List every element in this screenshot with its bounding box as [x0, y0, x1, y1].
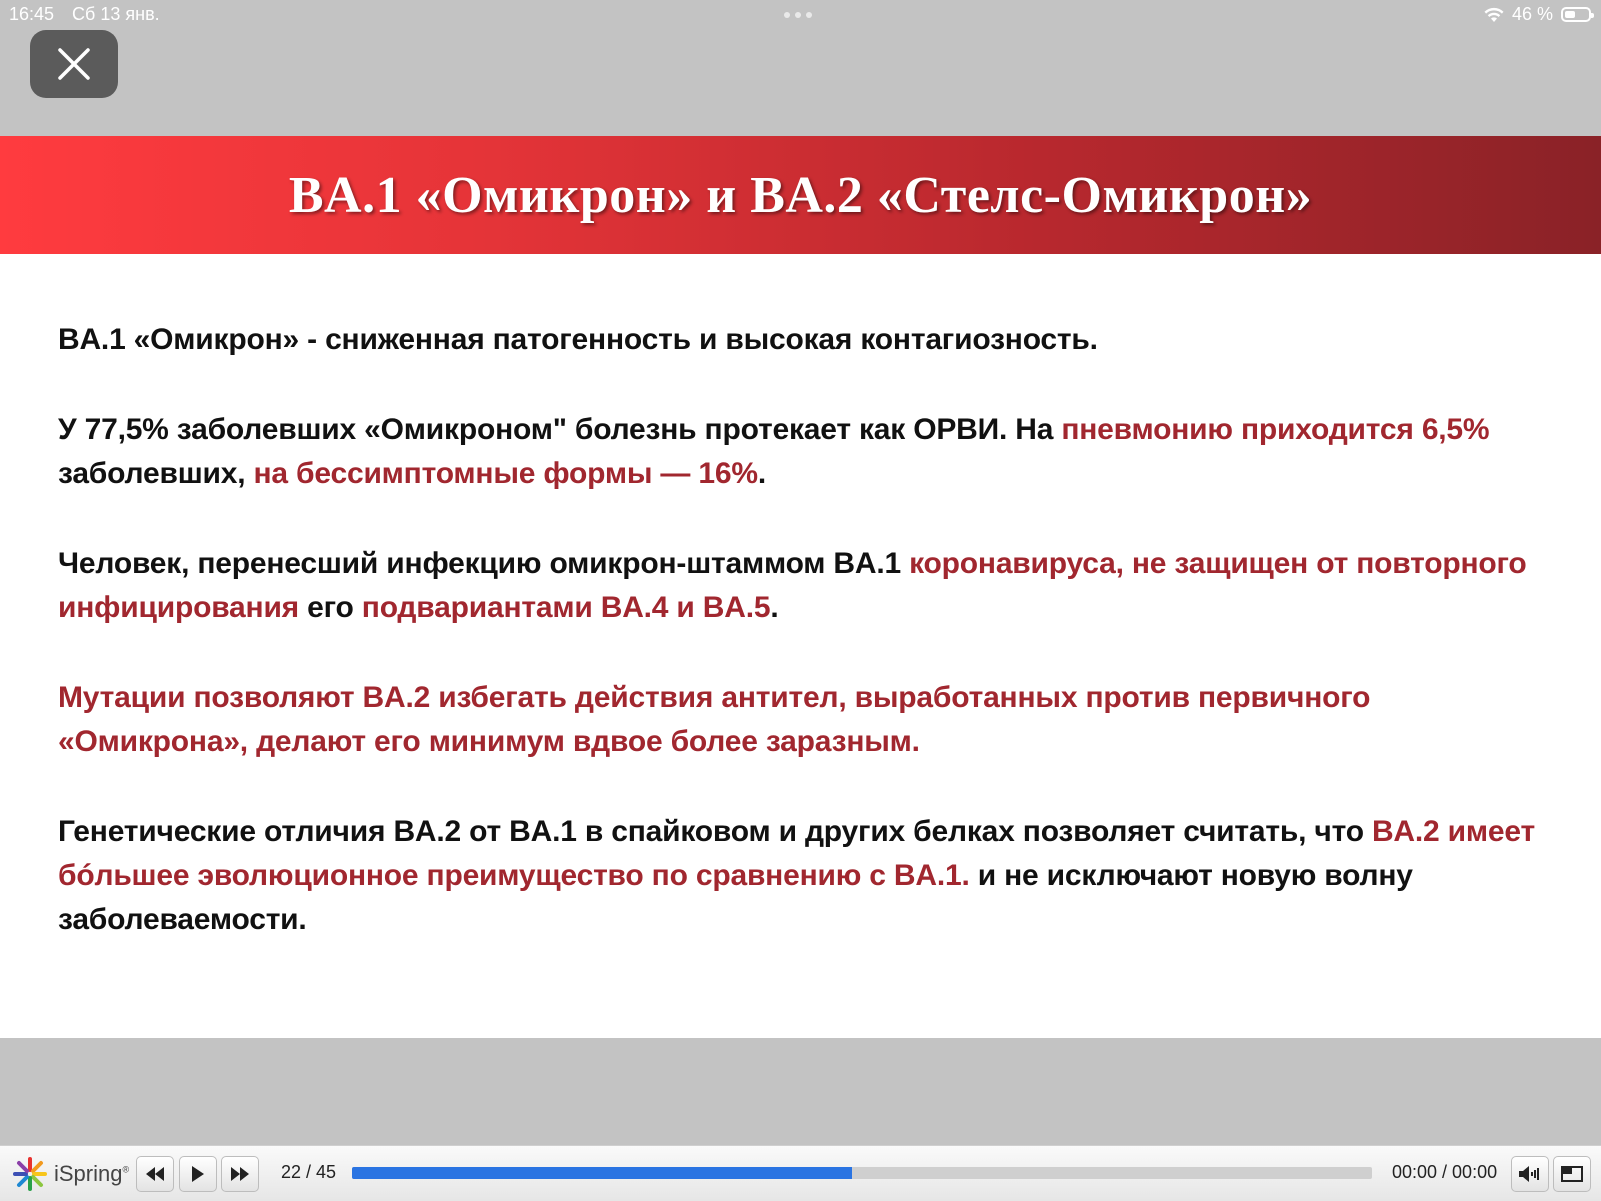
paragraph-3: [58, 542, 1558, 630]
status-left: [9, 4, 160, 25]
battery-level: [1565, 11, 1575, 18]
paragraph-3-text: его: [299, 591, 362, 624]
logo-text: iSpring®: [54, 1161, 130, 1186]
paragraph-5-text: Генетические отличия BA.2 от BA.1 в спайковом и других белках позволяет считать, что: [58, 815, 1372, 848]
volume-icon: [1518, 1165, 1542, 1183]
paragraph-2: [58, 408, 1558, 496]
battery-icon: [1561, 7, 1591, 22]
slide-header: [0, 136, 1601, 254]
wifi-icon: [1484, 7, 1504, 23]
paragraph-2-highlight: пневмонию приходится 6,5%: [1061, 413, 1490, 446]
paragraph-3-text: Человек, перенесший инфекцию омикрон-штаммом BA.1: [58, 547, 910, 580]
time-display: 00:00 / 00:00: [1392, 1162, 1498, 1182]
ispring-logo-icon: [12, 1156, 48, 1192]
paragraph-3-text: .: [770, 591, 779, 624]
paragraph-5: [58, 810, 1558, 942]
volume-button[interactable]: [1511, 1156, 1549, 1192]
paragraph-2-text: У 77,5% заболевших «Омикроном" болезнь протекает как ОРВИ. На: [58, 413, 1062, 446]
fullscreen-button[interactable]: [1553, 1156, 1591, 1192]
paragraph-3-highlight: подвариантами BA.4 и BA.5: [361, 591, 771, 624]
status-right: [1484, 4, 1591, 25]
multitask-dots-icon[interactable]: [784, 12, 812, 18]
close-icon: [57, 47, 91, 81]
fullscreen-icon: [1561, 1166, 1583, 1182]
close-button[interactable]: [30, 30, 118, 98]
progress-bar[interactable]: [352, 1167, 1372, 1179]
rewind-button[interactable]: [136, 1156, 174, 1192]
play-icon: [191, 1166, 205, 1182]
paragraph-5-text: и не исключают новую волну заболеваемости.: [58, 859, 1413, 936]
slide-body: [58, 318, 1558, 942]
battery-percent: 46 %: [1511, 4, 1553, 24]
fast-forward-icon: [230, 1167, 250, 1181]
status-bar: [0, 0, 1601, 30]
progress-fill: [352, 1167, 852, 1179]
fast-forward-button[interactable]: [221, 1156, 259, 1192]
paragraph-1: BA.1 «Омикрон» - сниженная патогенность и высокая контагиозность.: [58, 323, 1098, 356]
ispring-logo[interactable]: [12, 1156, 129, 1192]
play-button[interactable]: [179, 1156, 217, 1192]
player-bar: [0, 1145, 1601, 1201]
paragraph-3-highlight: коронавируса, не защищен от повторного инфицирования: [58, 547, 1527, 624]
status-time: 16:45: [9, 4, 55, 24]
paragraph-2-text: .: [757, 457, 766, 490]
paragraph-2-text: заболевших,: [58, 457, 254, 490]
slide-counter: 22 / 45: [281, 1162, 337, 1182]
paragraph-5-highlight: BA.2 имеет бóльшее эволюционное преимущество по сравнению с BA.1.: [58, 815, 1535, 892]
slide: [0, 136, 1601, 1038]
status-date: Сб 13 янв.: [72, 4, 160, 24]
rewind-icon: [145, 1167, 165, 1181]
paragraph-2-highlight: на бессимптомные формы — 16%: [253, 457, 758, 490]
paragraph-4: Мутации позволяют BA.2 избегать действия антител, выработанных против первичного «Омикрона», делают его минимум вдвое более заразным.: [58, 681, 1371, 758]
slide-title: BA.1 «Омикрон» и BA.2 «Стелс-Омикрон»: [288, 166, 1313, 224]
